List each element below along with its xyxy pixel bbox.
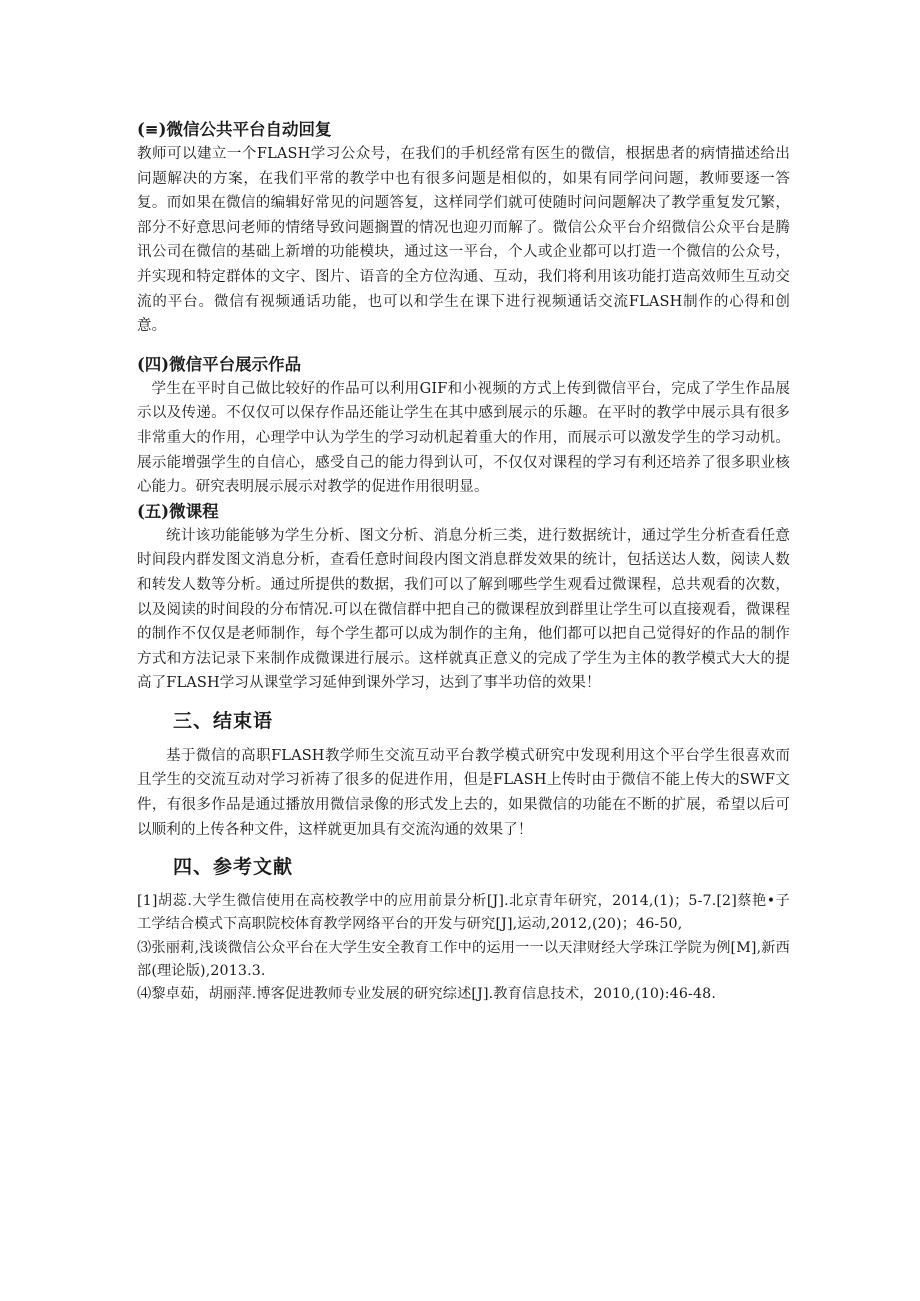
reference-item: ⑶张丽莉,浅谈微信公众平台在大学生安全教育工作中的运用一一以天津财经大学珠江学院为例[M],新西部(理论版),2013.3. xyxy=(137,939,790,979)
paragraph-wechat-auto-reply: 教师可以建立一个FLASH学习公众号，在我们的手机经常有医生的微信，根据患者的病情描述给出问题解决的方案，在我们平常的教学中也有很多问题是相似的，如果有同学问问题，教师要逐一答复。而如果在微信的编辑好常见的问题答复，这样同学们就可使随时问问题解决了教学重复发冗繁，部分不好意思问老师的情绪导致问题搁置的情况也迎刃而解了。微信公众平台介绍微信公众平台是腾讯公司在微信的基础上新增的功能模块，通过这一平台，个人或企业都可以打造一个微信的公众号，并实现和特定群体的文字、图片、语音的全方位沟通、互动，我们将利用该功能打造高效师生互动交流的平台。微信有视频通话功能，也可以和学生在课下进行视频通话交流FLASH制作的心得和创意。 xyxy=(137,146,790,335)
paragraph-wechat-showcase: 学生在平时自己做比较好的作品可以利用GIF和小视频的方式上传到微信平台，完成了学生作品展示以及传递。不仅仅可以保存作品还能让学生在其中感到展示的乐趣。在平时的教学中展示具有很多非常重大的作用，心理学中认为学生的学习动机起着重大的作用，而展示可以激发学生的学习动机。展示能增强学生的自信心，感受自己的能力得到认可，不仅仅对课程的学习有利还培养了很多职业核心能力。研究表明展示展示对教学的促进作用很明显。 xyxy=(137,380,790,496)
document-body xyxy=(137,118,790,1006)
section-heading-wechat-auto-reply: (≡)微信公共平台自动回复 xyxy=(137,120,332,139)
section-heading-micro-course: (五)微课程 xyxy=(137,501,219,521)
paragraph-micro-course: 统计该功能能够为学生分析、图文分析、消息分析三类，进行数据统计，通过学生分析查看任意时间段内群发图文消息分析，查看任意时间段内图文消息群发效果的统计，包括送达人数，阅读人数和转发人数等分析。通过所提供的数据，我们可以了解到哪些学生观看过微课程，总共观看的次数，以及阅读的时间段的分布情况.可以在微信群中把自己的微课程放到群里让学生可以直接观看，微课程的制作不仅仅是老师制作，每个学生都可以成为制作的主角，他们都可以把自己觉得好的作品的制作方式和方法记录下来制作成微课进行展示。这样就真正意义的完成了学生为主体的教学模式大大的提高了FLASH学习从课堂学习延伸到课外学习，达到了事半功倍的效果！ xyxy=(137,527,790,692)
reference-item: ⑷黎卓茹，胡丽萍.博客促进教师专业发展的研究综述[J].教育信息技术，2010,(10):46-48. xyxy=(137,986,716,1003)
section-heading-references: 四、参考文献 xyxy=(173,856,294,879)
spacer xyxy=(137,842,790,854)
spacer xyxy=(137,339,790,353)
spacer xyxy=(137,696,790,708)
section-heading-wechat-showcase: (四)微信平台展示作品 xyxy=(137,354,302,374)
section-heading-conclusion: 三、结束语 xyxy=(173,709,274,732)
reference-list xyxy=(137,890,790,1006)
paragraph-conclusion: 基于微信的高职FLASH教学师生交流互动平台教学模式研究中发现利用这个平台学生很喜欢而且学生的交流互动对学习祈祷了很多的促进作用，但是FLASH上传时由于微信不能上传大的SWF文件，有很多作品是通过播放用微信录像的形式发上去的，如果微信的功能在不断的扩展，希望以后可以顺利的上传各种文件，这样就更加具有交流沟通的效果了！ xyxy=(137,747,790,838)
reference-item: [1]胡蕊.大学生微信使用在高校教学中的应用前景分析[J].北京青年研究，2014,(1)；5-7.[2]蔡艳•子工学结合模式下高职院校体育教学网络平台的开发与研究[J],运动,2012,(20)；46-50, xyxy=(137,893,790,933)
